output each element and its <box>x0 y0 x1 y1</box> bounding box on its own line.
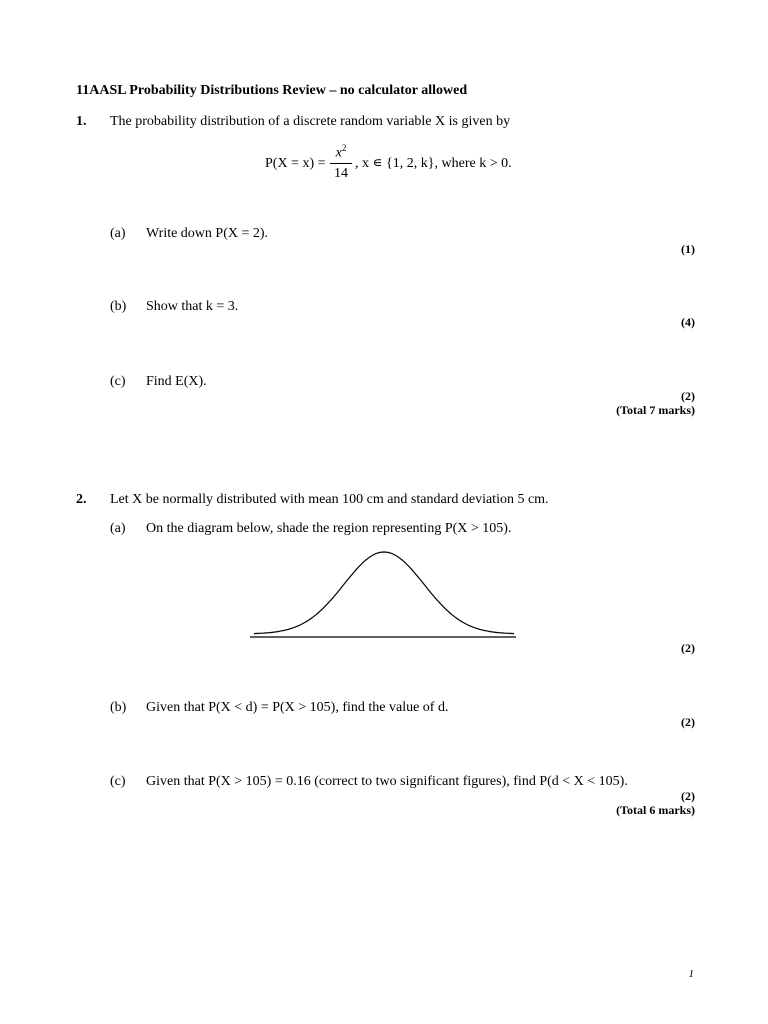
q1-part-c-text: Find E(X). <box>146 374 207 389</box>
question-1-stem: The probability distribution of a discrete random variable X is given by <box>110 114 511 129</box>
q2-part-c-label: (c) <box>110 774 126 789</box>
formula-fraction-bar <box>330 163 352 164</box>
formula-rhs: , x ∊ {1, 2, k}, where k > 0. <box>355 156 512 171</box>
q1-part-b-text: Show that k = 3. <box>146 299 239 314</box>
q2-total-marks: (Total 6 marks) <box>616 803 695 817</box>
q2-part-b-marks: (2) <box>681 715 695 729</box>
formula-numerator: $x^2$ <box>335 143 347 161</box>
question-1-number: 1. <box>76 114 87 129</box>
q2-part-a-marks: (2) <box>681 641 695 655</box>
q2-part-b-text: Given that P(X < d) = P(X > 105), find the value of d. <box>146 700 449 715</box>
q2-part-c-marks: (2) <box>681 789 695 803</box>
q1-part-c-label: (c) <box>110 374 126 389</box>
page-number: 1 <box>688 968 694 980</box>
q1-part-b-marks: (4) <box>681 315 695 329</box>
normal-curve <box>254 552 514 634</box>
q1-total-marks: (Total 7 marks) <box>616 403 695 417</box>
q1-part-b-label: (b) <box>110 299 127 314</box>
question-2-stem: Let X be normally distributed with mean 100 cm and standard deviation 5 cm. <box>110 492 549 507</box>
question-2-number: 2. <box>76 492 87 507</box>
q1-part-a-marks: (1) <box>681 242 695 256</box>
q2-part-b-label: (b) <box>110 700 127 715</box>
q2-part-a-text: On the diagram below, shade the region representing P(X > 105). <box>146 521 512 536</box>
formula-denominator: 14 <box>334 166 348 181</box>
normal-curve-diagram <box>248 548 520 642</box>
q2-part-c-text: Given that P(X > 105) = 0.16 (correct to two significant figures), find P(d < X < 105). <box>146 774 628 789</box>
q1-part-a-label: (a) <box>110 226 126 241</box>
q2-part-a-label: (a) <box>110 521 126 536</box>
formula-lhs: P(X = x) = <box>265 156 326 171</box>
q1-part-c-marks: (2) <box>681 389 695 403</box>
page-title: 11AASL Probability Distributions Review – no calculator allowed <box>76 83 468 98</box>
q1-part-a-text: Write down P(X = 2). <box>146 226 269 241</box>
